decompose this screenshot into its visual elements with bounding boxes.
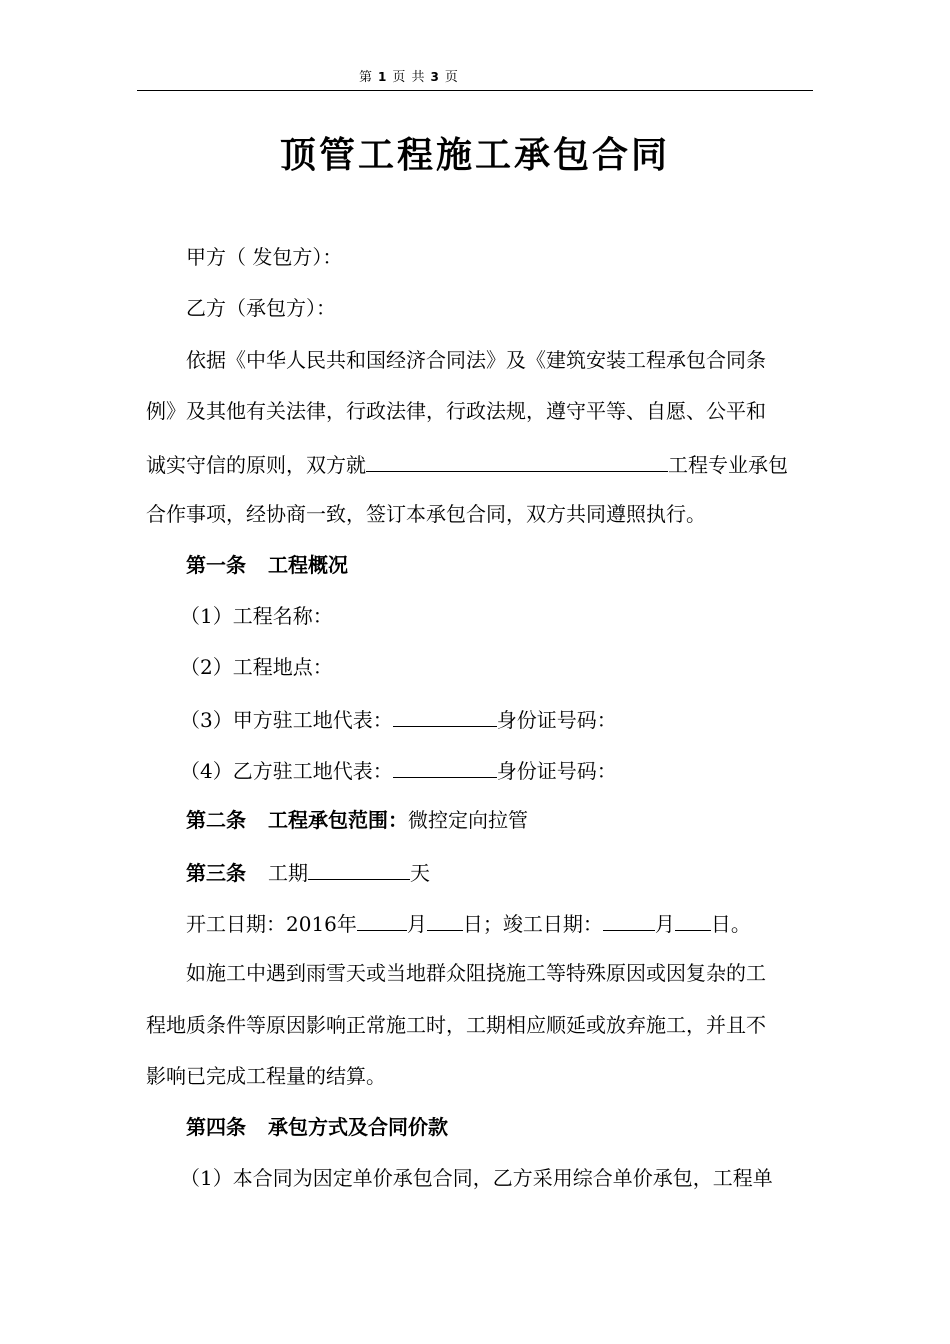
party-a-line: 甲方（ 发包方）： [186, 245, 343, 269]
article-2-heading: 第二条 工程承包范围：微控定向拉管 [186, 808, 528, 832]
page-counter: 第 1 页 共 3 页 [359, 70, 459, 85]
end-month-blank[interactable] [603, 908, 655, 931]
page-header [137, 62, 813, 91]
start-day-blank[interactable] [427, 908, 463, 931]
article-4-item-1: （1）本合同为因定单价承包合同，乙方采用综合单价承包，工程单 [180, 1166, 773, 1190]
article-3-dates: 开工日期：2016年 月 日；竣工日期： 月 日。 [186, 908, 856, 936]
article-1-item-1: （1）工程名称： [180, 604, 333, 628]
intro-line-2: 例》及其他有关法律，行政法律，行政法规，遵守平等、自愿、公平和 [146, 399, 766, 423]
article-1-item-4: （4）乙方驻工地代表： 身份证号码： [180, 755, 850, 783]
project-name-blank[interactable] [366, 449, 668, 472]
intro-line-3: 诚实守信的原则，双方就 工程专业承包 [146, 449, 816, 477]
intro-line-4: 合作事项，经协商一致，签订本承包合同，双方共同遵照执行。 [146, 502, 706, 526]
article-3-delay-3: 影响已完成工程量的结算。 [146, 1064, 386, 1088]
intro-line-1: 依据《中华人民共和国经济合同法》及《建筑安装工程承包合同条 [186, 348, 766, 372]
party-b-rep-blank[interactable] [393, 755, 497, 778]
party-a-rep-blank[interactable] [393, 704, 497, 727]
document-title: 顶管工程施工承包合同 [279, 135, 670, 176]
article-4-heading: 第四条 承包方式及合同价款 [186, 1115, 448, 1139]
article-1-item-2: （2）工程地点： [180, 655, 333, 679]
article-3-heading: 第三条 工期 天 [186, 857, 856, 885]
start-month-blank[interactable] [357, 908, 407, 931]
end-day-blank[interactable] [675, 908, 711, 931]
party-b-line: 乙方（承包方）： [186, 296, 336, 320]
article-3-delay-2: 程地质条件等原因影响正常施工时，工期相应顺延或放弃施工，并且不 [146, 1013, 766, 1037]
article-3-delay-1: 如施工中遇到雨雪天或当地群众阻挠施工等特殊原因或因复杂的工 [186, 961, 766, 985]
duration-blank[interactable] [308, 857, 410, 880]
article-1-item-3: （3）甲方驻工地代表： 身份证号码： [180, 704, 850, 732]
article-1-heading: 第一条 工程概况 [186, 553, 348, 577]
